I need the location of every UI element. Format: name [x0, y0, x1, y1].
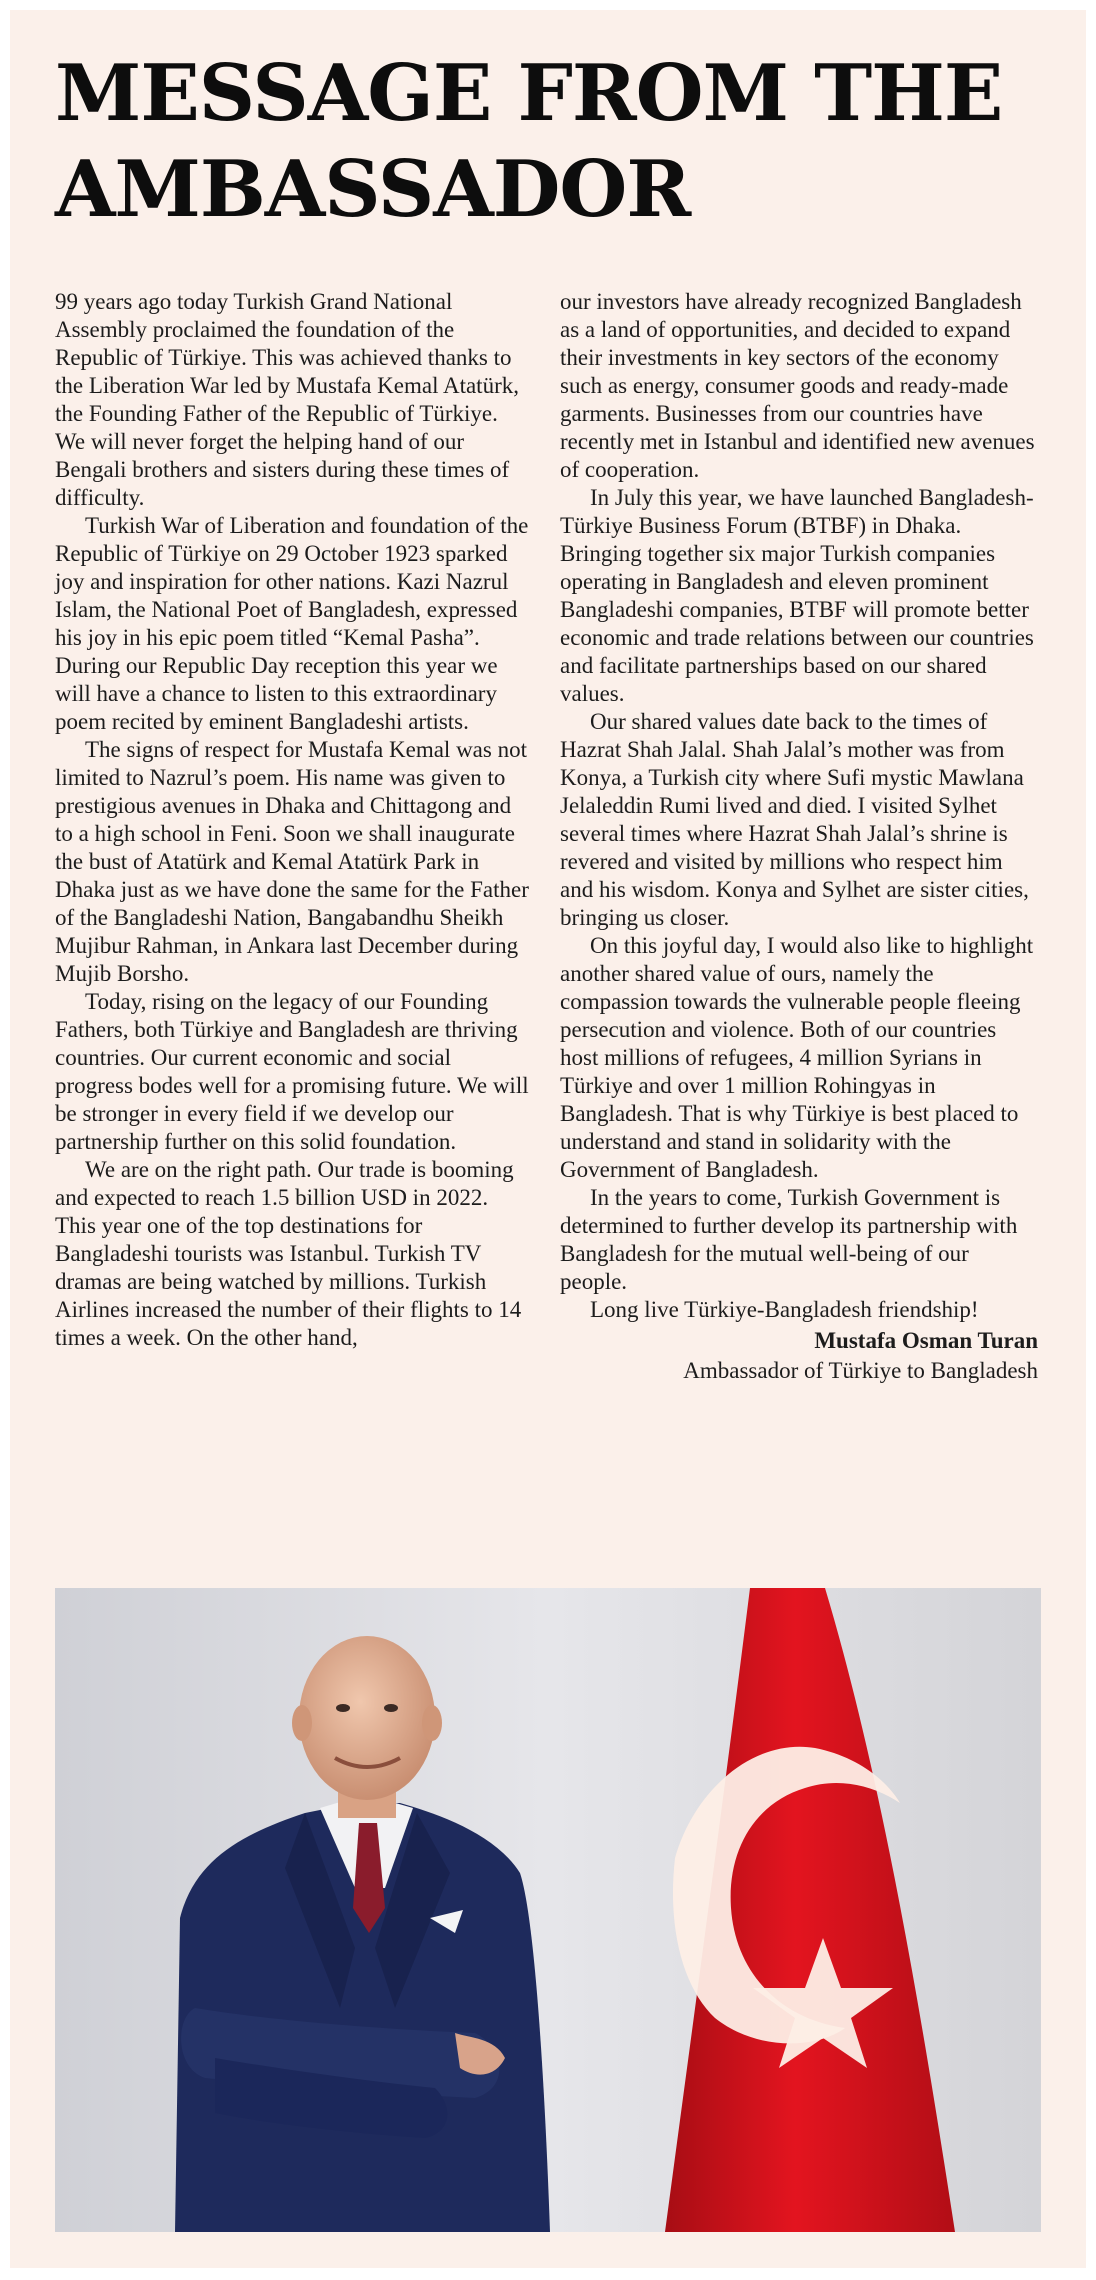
headline: MESSAGE FROM THE AMBASSADOR [55, 48, 1003, 235]
ambassador-photo [55, 1588, 1041, 2232]
paragraph: In July this year, we have launched Bangladesh-Türkiye Business Forum (BTBF) in Dhaka. Bringing together six major Turkish companies operating in Bangladesh and eleven prominent Bangladeshi companies, BTBF will promote better economic and trade relations between our countries and facilitate partnerships based on our shared values. [560, 485, 1034, 706]
article-page [10, 10, 1086, 2268]
paragraph: Our shared values date back to the times of Hazrat Shah Jalal. Shah Jalal’s mother was from Konya, a Turkish city where Sufi mystic Mawlana Jelaleddin Rumi lived and died. I visited Sylhet several times where Hazrat Shah Jalal’s shrine is revered and visited by millions who respect him and his wisdom. Konya and Sylhet are sister cities, bringing us closer. [560, 709, 1029, 930]
paragraph: Turkish War of Liberation and foundation of the Republic of Türkiye on 29 October 1923 sparked joy and inspiration for other nations. Kazi Nazrul Islam, the National Poet of Bangladesh, expressed his joy in his epic poem titled “Kemal Pasha”. During our Republic Day reception this year we will have a chance to listen to this extraordinary poem recited by eminent Bangladeshi artists. [55, 513, 529, 734]
paragraph: In the years to come, Turkish Government is determined to further develop its partnership with Bangladesh for the mutual well-being of our people. [560, 1185, 1018, 1294]
paragraph: We are on the right path. Our trade is booming and expected to reach 1.5 billion USD in 2022. This year one of the top destinations for Bangladeshi tourists was Istanbul. Turkish TV dramas are being watched by millions. Turkish Airlines increased the number of their flights to 14 times a week. On the other hand, [55, 1157, 522, 1350]
ambassador-photo-illustration [55, 1588, 1041, 2232]
column-right [560, 288, 1038, 1386]
paragraph: Long live Türkiye-Bangladesh friendship! [590, 1297, 979, 1322]
paragraph: Today, rising on the legacy of our Founding Fathers, both Türkiye and Bangladesh are thriving countries. Our current economic and social progress bodes well for a promising future. We will be stronger in every field if we develop our partnership further on this solid foundation. [55, 989, 529, 1154]
paragraph: On this joyful day, I would also like to highlight another shared value of ours, namely the compassion towards the vulnerable people fleeing persecution and violence. Both of our countries host millions of refugees, 4 million Syrians in Türkiye and over 1 million Rohingyas in Bangladesh. That is why Türkiye is best placed to understand and stand in solidarity with the Government of Bangladesh. [560, 933, 1034, 1182]
paragraph: our investors have already recognized Bangladesh as a land of opportunities, and decided to expand their investments in key sectors of the economy such as energy, consumer goods and ready-made garments. Businesses from our countries have recently met in Istanbul and identified new avenues of cooperation. [560, 289, 1035, 482]
signature-block [560, 1326, 1038, 1386]
signature-title: Ambassador of Türkiye to Bangladesh [683, 1358, 1038, 1383]
column-left [55, 288, 533, 1352]
signature-name: Mustafa Osman Turan [814, 1328, 1038, 1353]
paragraph: 99 years ago today Turkish Grand National Assembly proclaimed the foundation of the Republic of Türkiye. This was achieved thanks to the Liberation War led by Mustafa Kemal Atatürk, the Founding Father of the Republic of Türkiye. We will never forget the helping hand of our Bengali brothers and sisters during these times of difficulty. [55, 289, 519, 510]
paragraph: The signs of respect for Mustafa Kemal was not limited to Nazrul’s poem. His name was given to prestigious avenues in Dhaka and Chittagong and to a high school in Feni. Soon we shall inaugurate the bust of Atatürk and Kemal Atatürk Park in Dhaka just as we have done the same for the Father of the Bangladeshi Nation, Bangabandhu Sheikh Mujibur Rahman, in Ankara last December during Mujib Borsho. [55, 737, 529, 986]
